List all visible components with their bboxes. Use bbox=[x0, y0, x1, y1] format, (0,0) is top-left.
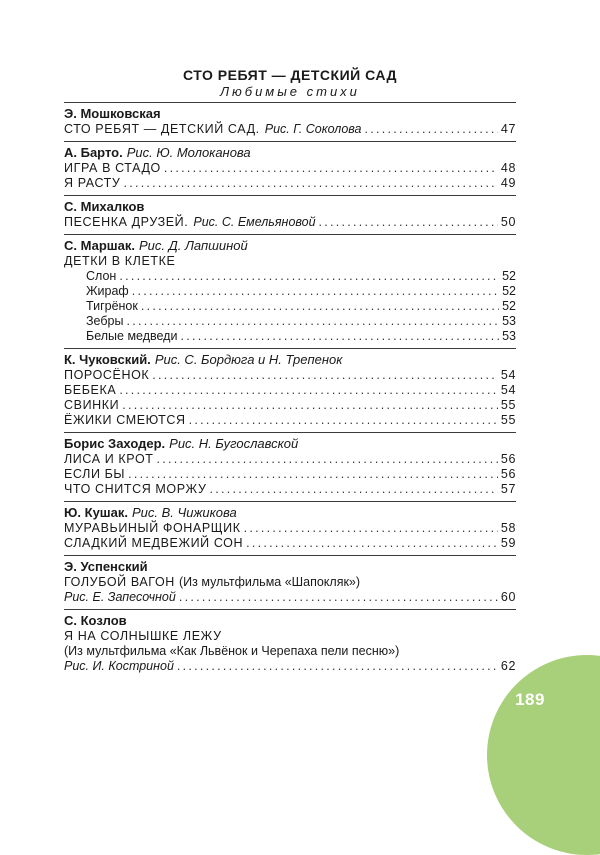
work-title: Я НА СОЛНЫШКЕ ЛЕЖУ bbox=[64, 629, 222, 643]
entry-title: ЁЖИКИ СМЕЮТСЯ bbox=[64, 413, 186, 427]
entry-page: 52 bbox=[502, 284, 516, 298]
entry-title: Слон bbox=[86, 269, 117, 283]
entry-page: 56 bbox=[500, 467, 516, 481]
toc-entry[interactable] bbox=[64, 284, 516, 299]
entry-page: 52 bbox=[502, 299, 516, 313]
entry-title: Тигрёнок bbox=[86, 299, 138, 313]
toc-entry[interactable] bbox=[64, 269, 516, 284]
entry-page: 53 bbox=[502, 329, 516, 343]
dot-leader bbox=[210, 482, 498, 497]
entry-illustrator: Рис. С. Емельяновой bbox=[193, 215, 316, 229]
toc-entry[interactable] bbox=[64, 299, 516, 314]
entry-illustrator: Рис. И. Костриной bbox=[64, 659, 174, 673]
entry-page: 49 bbox=[500, 176, 516, 190]
dot-leader bbox=[189, 413, 498, 428]
dot-leader bbox=[126, 314, 499, 329]
toc-entry[interactable] bbox=[64, 521, 516, 536]
entry-title: ЕСЛИ БЫ bbox=[64, 467, 126, 481]
dot-leader bbox=[246, 536, 498, 551]
entry-page: 47 bbox=[500, 122, 516, 136]
work-note: (Из мультфильма «Как Львёнок и Черепаха пели песню») bbox=[64, 644, 400, 658]
entry-page: 54 bbox=[500, 383, 516, 397]
entry-page: 53 bbox=[502, 314, 516, 328]
dot-leader bbox=[164, 161, 498, 176]
entry-page: 59 bbox=[500, 536, 516, 550]
entry-page: 54 bbox=[500, 368, 516, 382]
entry-page: 56 bbox=[500, 452, 516, 466]
entry-page: 58 bbox=[500, 521, 516, 535]
toc-entry[interactable] bbox=[64, 467, 516, 482]
work-title: ГОЛУБОЙ ВАГОН bbox=[64, 575, 175, 589]
section-moshkovskaya bbox=[64, 102, 516, 141]
author-line bbox=[64, 504, 516, 521]
entry-title: Зебры bbox=[86, 314, 124, 328]
author-illustrator: Рис. Н. Бугославской bbox=[169, 436, 299, 451]
dot-leader bbox=[177, 659, 498, 674]
author-line bbox=[64, 558, 516, 575]
toc-entry[interactable] bbox=[64, 398, 516, 413]
section-marshak bbox=[64, 234, 516, 348]
author-line bbox=[64, 435, 516, 452]
dot-leader bbox=[157, 452, 498, 467]
toc-entry[interactable] bbox=[64, 452, 516, 467]
table-of-contents bbox=[64, 66, 516, 678]
dot-leader bbox=[119, 383, 498, 398]
entry-page: 62 bbox=[500, 659, 516, 673]
page-number: 189 bbox=[515, 690, 545, 709]
dot-leader bbox=[122, 398, 498, 413]
author-name: А. Барто. bbox=[64, 145, 123, 160]
entry-title: СВИНКИ bbox=[64, 398, 120, 412]
entry-page: 60 bbox=[500, 590, 516, 604]
work-note-line bbox=[64, 644, 516, 659]
entry-page: 57 bbox=[500, 482, 516, 496]
section-mikhalkov bbox=[64, 195, 516, 234]
entry-title: ИГРА В СТАДО bbox=[64, 161, 161, 175]
author-line bbox=[64, 144, 516, 161]
toc-entry[interactable] bbox=[64, 368, 516, 383]
toc-entry[interactable] bbox=[64, 161, 516, 176]
toc-entry[interactable] bbox=[64, 122, 516, 137]
author-illustrator: Рис. С. Бордюга и Н. Трепенок bbox=[154, 352, 343, 367]
dot-leader bbox=[119, 269, 499, 284]
toc-entry[interactable] bbox=[64, 590, 516, 605]
toc-entry[interactable] bbox=[64, 482, 516, 497]
dot-leader bbox=[180, 329, 499, 344]
entry-title: СЛАДКИЙ МЕДВЕЖИЙ СОН bbox=[64, 536, 244, 550]
author-line bbox=[64, 612, 516, 629]
book-subtitle: Любимые стихи bbox=[220, 84, 360, 99]
dot-leader bbox=[319, 215, 498, 230]
entry-title: БЕБЕКА bbox=[64, 383, 117, 397]
toc-entry[interactable] bbox=[64, 176, 516, 191]
author-name: Ю. Кушак. bbox=[64, 505, 128, 520]
entry-title: ПЕСЕНКА ДРУЗЕЙ. bbox=[64, 215, 189, 229]
dot-leader bbox=[141, 299, 499, 314]
entry-page: 48 bbox=[500, 161, 516, 175]
entry-title: ПОРОСЁНОК bbox=[64, 368, 150, 382]
author-illustrator: Рис. Д. Лапшиной bbox=[138, 238, 248, 253]
dot-leader bbox=[365, 122, 498, 137]
entry-title: ЧТО СНИТСЯ МОРЖУ bbox=[64, 482, 207, 496]
work-title-line bbox=[64, 575, 516, 590]
entry-title: СТО РЕБЯТ — ДЕТСКИЙ САД. bbox=[64, 122, 260, 136]
book-title: СТО РЕБЯТ — ДЕТСКИЙ САД bbox=[183, 67, 397, 83]
toc-entry[interactable] bbox=[64, 314, 516, 329]
entry-page: 55 bbox=[500, 413, 516, 427]
entry-page: 52 bbox=[502, 269, 516, 283]
entry-illustrator: Рис. Г. Соколова bbox=[264, 122, 362, 136]
work-note: (Из мультфильма «Шапокляк») bbox=[179, 575, 361, 589]
toc-entry[interactable] bbox=[64, 659, 516, 674]
entry-title: Жираф bbox=[86, 284, 129, 298]
dot-leader bbox=[123, 176, 497, 191]
section-kozlov bbox=[64, 609, 516, 678]
entry-page: 50 bbox=[500, 215, 516, 229]
author-line bbox=[64, 198, 516, 215]
toc-entry[interactable] bbox=[64, 329, 516, 344]
group-title: ДЕТКИ В КЛЕТКЕ bbox=[64, 254, 176, 268]
author-name: С. Козлов bbox=[64, 613, 127, 628]
entry-page: 55 bbox=[500, 398, 516, 412]
author-name: Борис Заходер. bbox=[64, 436, 166, 451]
toc-entry[interactable] bbox=[64, 383, 516, 398]
dot-leader bbox=[152, 368, 498, 383]
dot-leader bbox=[132, 284, 499, 299]
author-line bbox=[64, 105, 516, 122]
author-line bbox=[64, 351, 516, 368]
entry-title: ЛИСА И КРОТ bbox=[64, 452, 154, 466]
entry-title: Я РАСТУ bbox=[64, 176, 121, 190]
page-number-badge bbox=[487, 655, 600, 855]
section-zakhoder bbox=[64, 432, 516, 501]
dot-leader bbox=[128, 467, 498, 482]
author-name: С. Маршак. bbox=[64, 238, 135, 253]
section-barto bbox=[64, 141, 516, 195]
dot-leader bbox=[244, 521, 498, 536]
author-illustrator: Рис. В. Чижикова bbox=[131, 505, 237, 520]
section-uspensky bbox=[64, 555, 516, 609]
author-line bbox=[64, 237, 516, 254]
entry-title: Белые медведи bbox=[86, 329, 178, 343]
entry-illustrator: Рис. Е. Запесочной bbox=[64, 590, 176, 604]
toc-entry[interactable] bbox=[64, 413, 516, 428]
author-illustrator: Рис. Ю. Молоканова bbox=[126, 145, 251, 160]
author-name: Э. Успенский bbox=[64, 559, 148, 574]
author-name: К. Чуковский. bbox=[64, 352, 151, 367]
dot-leader bbox=[179, 590, 498, 605]
author-name: С. Михалков bbox=[64, 199, 145, 214]
section-kushak bbox=[64, 501, 516, 555]
toc-entry[interactable] bbox=[64, 536, 516, 551]
section-chukovsky bbox=[64, 348, 516, 432]
entry-title: МУРАВЬИНЫЙ ФОНАРЩИК bbox=[64, 521, 241, 535]
toc-entry[interactable] bbox=[64, 215, 516, 230]
author-name: Э. Мошковская bbox=[64, 106, 161, 121]
